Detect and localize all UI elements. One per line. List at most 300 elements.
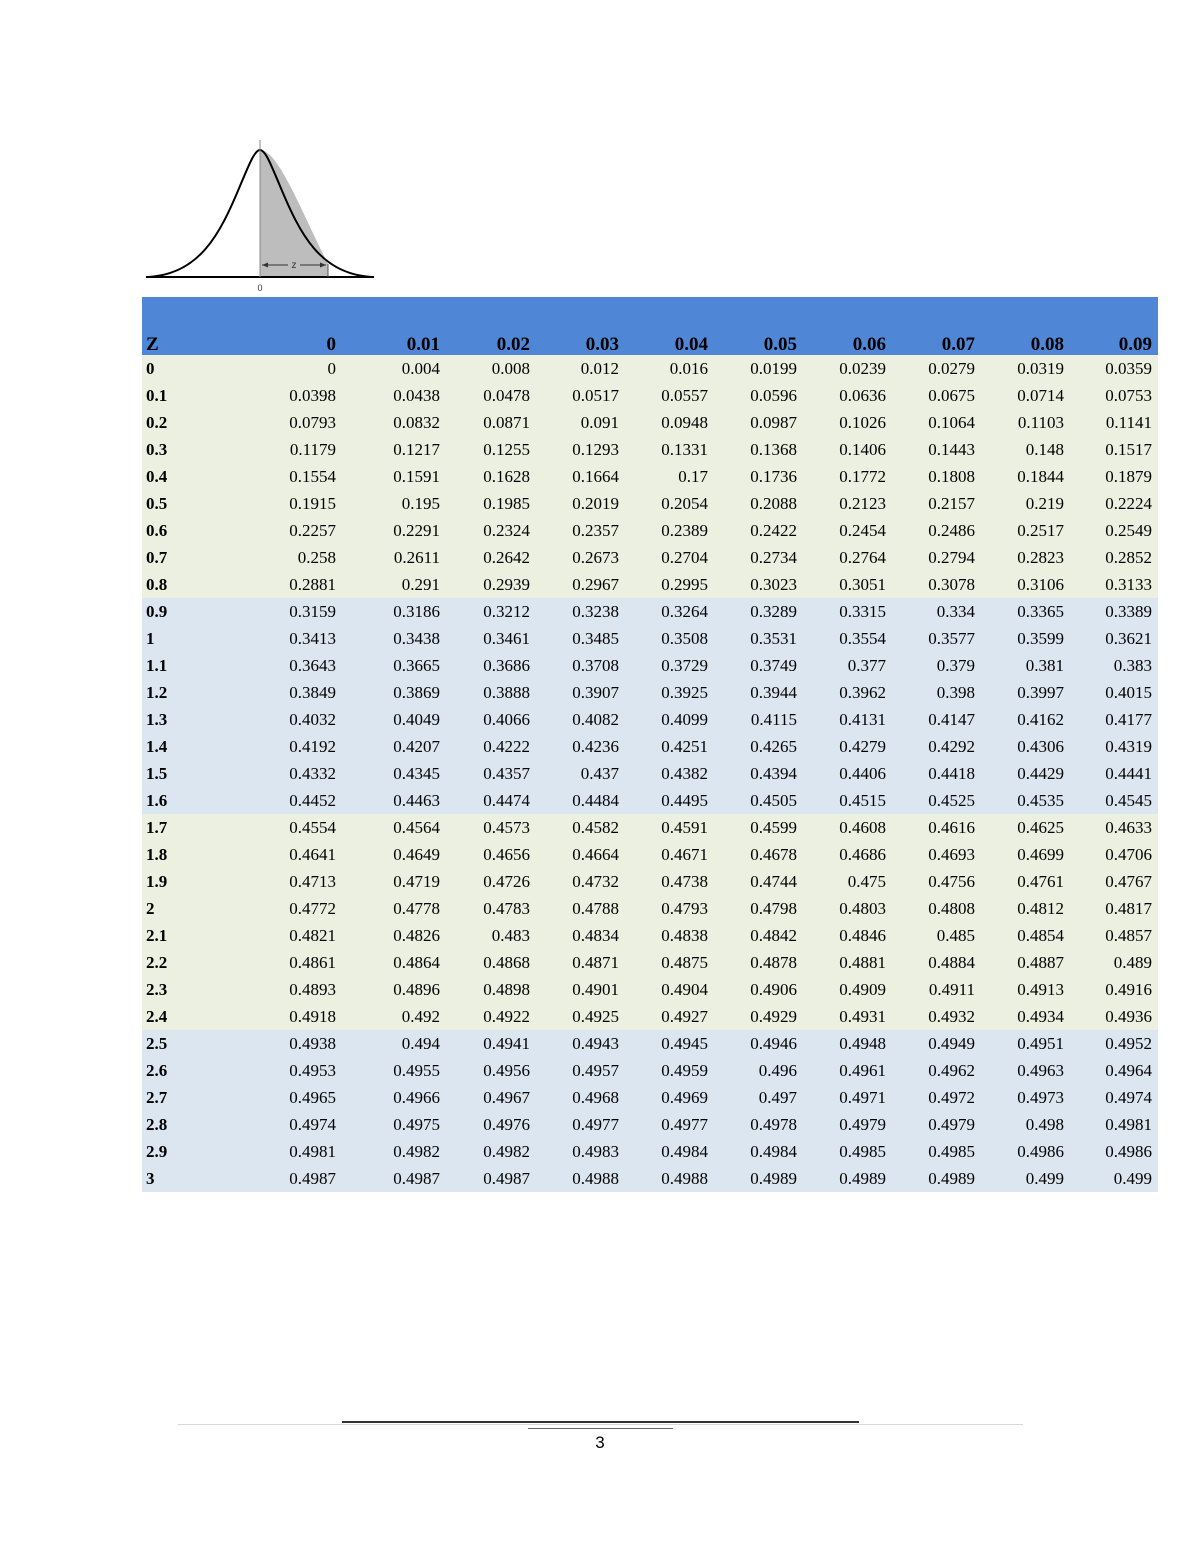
prob-cell: 0.4693 <box>892 841 981 868</box>
z-value-cell: 2.9 <box>142 1138 238 1165</box>
prob-cell: 0.489 <box>1070 949 1158 976</box>
prob-cell: 0.4854 <box>981 922 1070 949</box>
prob-cell: 0.4881 <box>803 949 892 976</box>
prob-cell: 0.016 <box>625 355 714 382</box>
prob-cell: 0.4953 <box>238 1057 342 1084</box>
prob-cell: 0.4207 <box>342 733 446 760</box>
prob-cell: 0.4934 <box>981 1003 1070 1030</box>
prob-cell: 0.0478 <box>446 382 536 409</box>
prob-cell: 0.2454 <box>803 517 892 544</box>
prob-cell: 0.4962 <box>892 1057 981 1084</box>
prob-cell: 0.2157 <box>892 490 981 517</box>
prob-cell: 0.377 <box>803 652 892 679</box>
prob-cell: 0.4911 <box>892 976 981 1003</box>
prob-cell: 0.3438 <box>342 625 446 652</box>
prob-cell: 0.3643 <box>238 652 342 679</box>
prob-cell: 0.3365 <box>981 598 1070 625</box>
prob-cell: 0.475 <box>803 868 892 895</box>
prob-cell: 0.4989 <box>892 1165 981 1192</box>
prob-cell: 0.499 <box>1070 1165 1158 1192</box>
prob-cell: 0.2422 <box>714 517 803 544</box>
prob-cell: 0.1026 <box>803 409 892 436</box>
table-row <box>142 787 1158 814</box>
prob-cell: 0.4772 <box>238 895 342 922</box>
prob-cell: 0.4884 <box>892 949 981 976</box>
prob-cell: 0.4162 <box>981 706 1070 733</box>
table-row <box>142 517 1158 544</box>
z-value-cell: 0.4 <box>142 463 238 490</box>
prob-cell: 0.3264 <box>625 598 714 625</box>
table-row <box>142 679 1158 706</box>
prob-cell: 0.1141 <box>1070 409 1158 436</box>
table-row <box>142 355 1158 382</box>
prob-cell: 0.4955 <box>342 1057 446 1084</box>
prob-cell: 0.2642 <box>446 544 536 571</box>
prob-cell: 0.4898 <box>446 976 536 1003</box>
prob-cell: 0.4961 <box>803 1057 892 1084</box>
z-value-cell: 2 <box>142 895 238 922</box>
prob-cell: 0.4952 <box>1070 1030 1158 1057</box>
prob-cell: 0.2486 <box>892 517 981 544</box>
header-col-0.02: 0.02 <box>446 297 536 355</box>
prob-cell: 0.2794 <box>892 544 981 571</box>
z-value-cell: 2.4 <box>142 1003 238 1030</box>
prob-cell: 0.4979 <box>803 1111 892 1138</box>
prob-cell: 0.4147 <box>892 706 981 733</box>
table-row <box>142 1084 1158 1111</box>
prob-cell: 0.398 <box>892 679 981 706</box>
prob-cell: 0.4821 <box>238 922 342 949</box>
prob-cell: 0.1591 <box>342 463 446 490</box>
prob-cell: 0.4988 <box>625 1165 714 1192</box>
prob-cell: 0.4515 <box>803 787 892 814</box>
prob-cell: 0.4505 <box>714 787 803 814</box>
z-table-header <box>142 297 1158 355</box>
prob-cell: 0.492 <box>342 1003 446 1030</box>
table-row <box>142 382 1158 409</box>
header-col-0.01: 0.01 <box>342 297 446 355</box>
normal-curve-figure <box>140 138 380 298</box>
prob-cell: 0.4906 <box>714 976 803 1003</box>
table-row <box>142 436 1158 463</box>
prob-cell: 0.4115 <box>714 706 803 733</box>
prob-cell: 0.4382 <box>625 760 714 787</box>
prob-cell: 0.2123 <box>803 490 892 517</box>
prob-cell: 0.4904 <box>625 976 714 1003</box>
prob-cell: 0.4875 <box>625 949 714 976</box>
header-z: Z <box>142 297 238 355</box>
prob-cell: 0.291 <box>342 571 446 598</box>
prob-cell: 0.4706 <box>1070 841 1158 868</box>
prob-cell: 0.4582 <box>536 814 625 841</box>
prob-cell: 0.2852 <box>1070 544 1158 571</box>
prob-cell: 0.1255 <box>446 436 536 463</box>
prob-cell: 0.4564 <box>342 814 446 841</box>
prob-cell: 0.0517 <box>536 382 625 409</box>
prob-cell: 0 <box>238 355 342 382</box>
prob-cell: 0.2995 <box>625 571 714 598</box>
prob-cell: 0.4495 <box>625 787 714 814</box>
prob-cell: 0.4761 <box>981 868 1070 895</box>
prob-cell: 0.437 <box>536 760 625 787</box>
prob-cell: 0.498 <box>981 1111 1070 1138</box>
z-value-cell: 1.4 <box>142 733 238 760</box>
prob-cell: 0.4878 <box>714 949 803 976</box>
prob-cell: 0.3869 <box>342 679 446 706</box>
prob-cell: 0.0438 <box>342 382 446 409</box>
prob-cell: 0.1293 <box>536 436 625 463</box>
prob-cell: 0.4418 <box>892 760 981 787</box>
prob-cell: 0.2054 <box>625 490 714 517</box>
prob-cell: 0.1772 <box>803 463 892 490</box>
prob-cell: 0.4916 <box>1070 976 1158 1003</box>
prob-cell: 0.3023 <box>714 571 803 598</box>
prob-cell: 0.148 <box>981 436 1070 463</box>
prob-cell: 0.3665 <box>342 652 446 679</box>
prob-cell: 0.4292 <box>892 733 981 760</box>
prob-cell: 0.4554 <box>238 814 342 841</box>
prob-cell: 0.4192 <box>238 733 342 760</box>
table-row <box>142 598 1158 625</box>
z-label: z <box>291 260 297 271</box>
prob-cell: 0.4972 <box>892 1084 981 1111</box>
prob-cell: 0.4975 <box>342 1111 446 1138</box>
prob-cell: 0.3997 <box>981 679 1070 706</box>
prob-cell: 0.4966 <box>342 1084 446 1111</box>
prob-cell: 0.008 <box>446 355 536 382</box>
prob-cell: 0.3577 <box>892 625 981 652</box>
prob-cell: 0.4967 <box>446 1084 536 1111</box>
prob-cell: 0.091 <box>536 409 625 436</box>
prob-cell: 0.2881 <box>238 571 342 598</box>
prob-cell: 0.4968 <box>536 1084 625 1111</box>
z-value-cell: 2.5 <box>142 1030 238 1057</box>
prob-cell: 0.012 <box>536 355 625 382</box>
prob-cell: 0.4977 <box>536 1111 625 1138</box>
prob-cell: 0.4591 <box>625 814 714 841</box>
table-row <box>142 544 1158 571</box>
prob-cell: 0.3749 <box>714 652 803 679</box>
prob-cell: 0.4976 <box>446 1111 536 1138</box>
z-value-cell: 0.9 <box>142 598 238 625</box>
prob-cell: 0.483 <box>446 922 536 949</box>
prob-cell: 0.0279 <box>892 355 981 382</box>
prob-cell: 0.4319 <box>1070 733 1158 760</box>
prob-cell: 0.4671 <box>625 841 714 868</box>
prob-cell: 0.4678 <box>714 841 803 868</box>
prob-cell: 0.4649 <box>342 841 446 868</box>
prob-cell: 0.4974 <box>238 1111 342 1138</box>
prob-cell: 0.4608 <box>803 814 892 841</box>
prob-cell: 0.4222 <box>446 733 536 760</box>
prob-cell: 0.4803 <box>803 895 892 922</box>
footer-rule-short <box>528 1428 673 1429</box>
prob-cell: 0.4793 <box>625 895 714 922</box>
prob-cell: 0.4982 <box>342 1138 446 1165</box>
prob-cell: 0.2257 <box>238 517 342 544</box>
z-value-cell: 0.5 <box>142 490 238 517</box>
prob-cell: 0.4989 <box>714 1165 803 1192</box>
prob-cell: 0.4131 <box>803 706 892 733</box>
table-row <box>142 1111 1158 1138</box>
prob-cell: 0.3944 <box>714 679 803 706</box>
prob-cell: 0.4744 <box>714 868 803 895</box>
z-value-cell: 2.8 <box>142 1111 238 1138</box>
prob-cell: 0.4826 <box>342 922 446 949</box>
prob-cell: 0.2734 <box>714 544 803 571</box>
prob-cell: 0.4279 <box>803 733 892 760</box>
prob-cell: 0.0199 <box>714 355 803 382</box>
prob-cell: 0.4808 <box>892 895 981 922</box>
prob-cell: 0.4738 <box>625 868 714 895</box>
shaded-area <box>260 150 328 277</box>
prob-cell: 0.4726 <box>446 868 536 895</box>
table-row <box>142 1030 1158 1057</box>
z-value-cell: 0 <box>142 355 238 382</box>
z-value-cell: 1.6 <box>142 787 238 814</box>
prob-cell: 0.4945 <box>625 1030 714 1057</box>
prob-cell: 0.4798 <box>714 895 803 922</box>
prob-cell: 0.1064 <box>892 409 981 436</box>
prob-cell: 0.0793 <box>238 409 342 436</box>
prob-cell: 0.17 <box>625 463 714 490</box>
table-row <box>142 733 1158 760</box>
prob-cell: 0.4938 <box>238 1030 342 1057</box>
prob-cell: 0.3389 <box>1070 598 1158 625</box>
z-value-cell: 0.8 <box>142 571 238 598</box>
prob-cell: 0.4788 <box>536 895 625 922</box>
prob-cell: 0.4599 <box>714 814 803 841</box>
prob-cell: 0.2704 <box>625 544 714 571</box>
prob-cell: 0.4896 <box>342 976 446 1003</box>
prob-cell: 0.004 <box>342 355 446 382</box>
z-value-cell: 0.1 <box>142 382 238 409</box>
prob-cell: 0.4015 <box>1070 679 1158 706</box>
prob-cell: 0.334 <box>892 598 981 625</box>
prob-cell: 0.2224 <box>1070 490 1158 517</box>
prob-cell: 0.2389 <box>625 517 714 544</box>
prob-cell: 0.3133 <box>1070 571 1158 598</box>
prob-cell: 0.3508 <box>625 625 714 652</box>
table-row <box>142 760 1158 787</box>
table-row <box>142 895 1158 922</box>
prob-cell: 0.3186 <box>342 598 446 625</box>
prob-cell: 0.4357 <box>446 760 536 787</box>
table-row <box>142 814 1158 841</box>
footer-rule <box>342 1421 859 1423</box>
prob-cell: 0.0832 <box>342 409 446 436</box>
header-col-0.05: 0.05 <box>714 297 803 355</box>
prob-cell: 0.4812 <box>981 895 1070 922</box>
prob-cell: 0.4973 <box>981 1084 1070 1111</box>
prob-cell: 0.4817 <box>1070 895 1158 922</box>
prob-cell: 0.0714 <box>981 382 1070 409</box>
prob-cell: 0.4971 <box>803 1084 892 1111</box>
z-value-cell: 1.7 <box>142 814 238 841</box>
table-row <box>142 949 1158 976</box>
prob-cell: 0.4783 <box>446 895 536 922</box>
prob-cell: 0.4664 <box>536 841 625 868</box>
header-row <box>142 297 1158 355</box>
prob-cell: 0.2673 <box>536 544 625 571</box>
prob-cell: 0.4251 <box>625 733 714 760</box>
z-value-cell: 2.7 <box>142 1084 238 1111</box>
prob-cell: 0.1517 <box>1070 436 1158 463</box>
table-row <box>142 1165 1158 1192</box>
prob-cell: 0.2823 <box>981 544 1070 571</box>
prob-cell: 0.0239 <box>803 355 892 382</box>
prob-cell: 0.258 <box>238 544 342 571</box>
prob-cell: 0.3485 <box>536 625 625 652</box>
prob-cell: 0.4306 <box>981 733 1070 760</box>
prob-cell: 0.1879 <box>1070 463 1158 490</box>
prob-cell: 0.4985 <box>892 1138 981 1165</box>
prob-cell: 0.2939 <box>446 571 536 598</box>
footer-rule-outer <box>178 1424 1023 1425</box>
z-value-cell: 2.6 <box>142 1057 238 1084</box>
prob-cell: 0.499 <box>981 1165 1070 1192</box>
prob-cell: 0.4699 <box>981 841 1070 868</box>
prob-cell: 0.4441 <box>1070 760 1158 787</box>
prob-cell: 0.4525 <box>892 787 981 814</box>
prob-cell: 0.4616 <box>892 814 981 841</box>
table-row <box>142 652 1158 679</box>
table-row <box>142 706 1158 733</box>
prob-cell: 0.1808 <box>892 463 981 490</box>
prob-cell: 0.4713 <box>238 868 342 895</box>
prob-cell: 0.3238 <box>536 598 625 625</box>
prob-cell: 0.4345 <box>342 760 446 787</box>
prob-cell: 0.4969 <box>625 1084 714 1111</box>
prob-cell: 0.4893 <box>238 976 342 1003</box>
prob-cell: 0.3849 <box>238 679 342 706</box>
prob-cell: 0.4989 <box>803 1165 892 1192</box>
table-row <box>142 463 1158 490</box>
table-row <box>142 1138 1158 1165</box>
prob-cell: 0.4838 <box>625 922 714 949</box>
prob-cell: 0.0557 <box>625 382 714 409</box>
prob-cell: 0.4983 <box>536 1138 625 1165</box>
prob-cell: 0.4265 <box>714 733 803 760</box>
prob-cell: 0.1915 <box>238 490 342 517</box>
prob-cell: 0.1217 <box>342 436 446 463</box>
prob-cell: 0.4545 <box>1070 787 1158 814</box>
prob-cell: 0.3413 <box>238 625 342 652</box>
prob-cell: 0.4946 <box>714 1030 803 1057</box>
prob-cell: 0.4641 <box>238 841 342 868</box>
prob-cell: 0.4956 <box>446 1057 536 1084</box>
prob-cell: 0.3078 <box>892 571 981 598</box>
prob-cell: 0.3708 <box>536 652 625 679</box>
prob-cell: 0.4032 <box>238 706 342 733</box>
prob-cell: 0.4857 <box>1070 922 1158 949</box>
prob-cell: 0.383 <box>1070 652 1158 679</box>
table-row <box>142 409 1158 436</box>
prob-cell: 0.4484 <box>536 787 625 814</box>
prob-cell: 0.4927 <box>625 1003 714 1030</box>
prob-cell: 0.4463 <box>342 787 446 814</box>
prob-cell: 0.0319 <box>981 355 1070 382</box>
prob-cell: 0.4957 <box>536 1057 625 1084</box>
prob-cell: 0.4984 <box>714 1138 803 1165</box>
header-col-0.08: 0.08 <box>981 297 1070 355</box>
prob-cell: 0.1628 <box>446 463 536 490</box>
prob-cell: 0.379 <box>892 652 981 679</box>
prob-cell: 0.4861 <box>238 949 342 976</box>
z-value-cell: 2.1 <box>142 922 238 949</box>
prob-cell: 0.4922 <box>446 1003 536 1030</box>
prob-cell: 0.485 <box>892 922 981 949</box>
prob-cell: 0.219 <box>981 490 1070 517</box>
prob-cell: 0.4082 <box>536 706 625 733</box>
prob-cell: 0.4987 <box>238 1165 342 1192</box>
prob-cell: 0.4236 <box>536 733 625 760</box>
prob-cell: 0.4573 <box>446 814 536 841</box>
prob-cell: 0.4842 <box>714 922 803 949</box>
prob-cell: 0.4941 <box>446 1030 536 1057</box>
prob-cell: 0.4099 <box>625 706 714 733</box>
prob-cell: 0.494 <box>342 1030 446 1057</box>
z-value-cell: 1 <box>142 625 238 652</box>
prob-cell: 0.0987 <box>714 409 803 436</box>
prob-cell: 0.4979 <box>892 1111 981 1138</box>
table-row <box>142 868 1158 895</box>
prob-cell: 0.3729 <box>625 652 714 679</box>
prob-cell: 0.4066 <box>446 706 536 733</box>
prob-cell: 0.3686 <box>446 652 536 679</box>
prob-cell: 0.4936 <box>1070 1003 1158 1030</box>
prob-cell: 0.4719 <box>342 868 446 895</box>
prob-cell: 0.4778 <box>342 895 446 922</box>
prob-cell: 0.4846 <box>803 922 892 949</box>
prob-cell: 0.1736 <box>714 463 803 490</box>
prob-cell: 0.4918 <box>238 1003 342 1030</box>
prob-cell: 0.497 <box>714 1084 803 1111</box>
prob-cell: 0.4406 <box>803 760 892 787</box>
zero-label: 0 <box>257 283 263 293</box>
prob-cell: 0.4981 <box>1070 1111 1158 1138</box>
z-value-cell: 3 <box>142 1165 238 1192</box>
prob-cell: 0.3531 <box>714 625 803 652</box>
z-value-cell: 1.9 <box>142 868 238 895</box>
table-row <box>142 625 1158 652</box>
prob-cell: 0.4868 <box>446 949 536 976</box>
table-row <box>142 490 1158 517</box>
prob-cell: 0.4049 <box>342 706 446 733</box>
z-value-cell: 1.8 <box>142 841 238 868</box>
prob-cell: 0.4535 <box>981 787 1070 814</box>
prob-cell: 0.3962 <box>803 679 892 706</box>
prob-cell: 0.0871 <box>446 409 536 436</box>
prob-cell: 0.3212 <box>446 598 536 625</box>
prob-cell: 0.4932 <box>892 1003 981 1030</box>
z-value-cell: 0.2 <box>142 409 238 436</box>
table-row <box>142 1057 1158 1084</box>
prob-cell: 0.2291 <box>342 517 446 544</box>
prob-cell: 0.4625 <box>981 814 1070 841</box>
prob-cell: 0.381 <box>981 652 1070 679</box>
prob-cell: 0.1103 <box>981 409 1070 436</box>
prob-cell: 0.4959 <box>625 1057 714 1084</box>
prob-cell: 0.4767 <box>1070 868 1158 895</box>
prob-cell: 0.2088 <box>714 490 803 517</box>
prob-cell: 0.4949 <box>892 1030 981 1057</box>
prob-cell: 0.4981 <box>238 1138 342 1165</box>
z-value-cell: 1.3 <box>142 706 238 733</box>
prob-cell: 0.0596 <box>714 382 803 409</box>
prob-cell: 0.2967 <box>536 571 625 598</box>
z-value-cell: 0.3 <box>142 436 238 463</box>
